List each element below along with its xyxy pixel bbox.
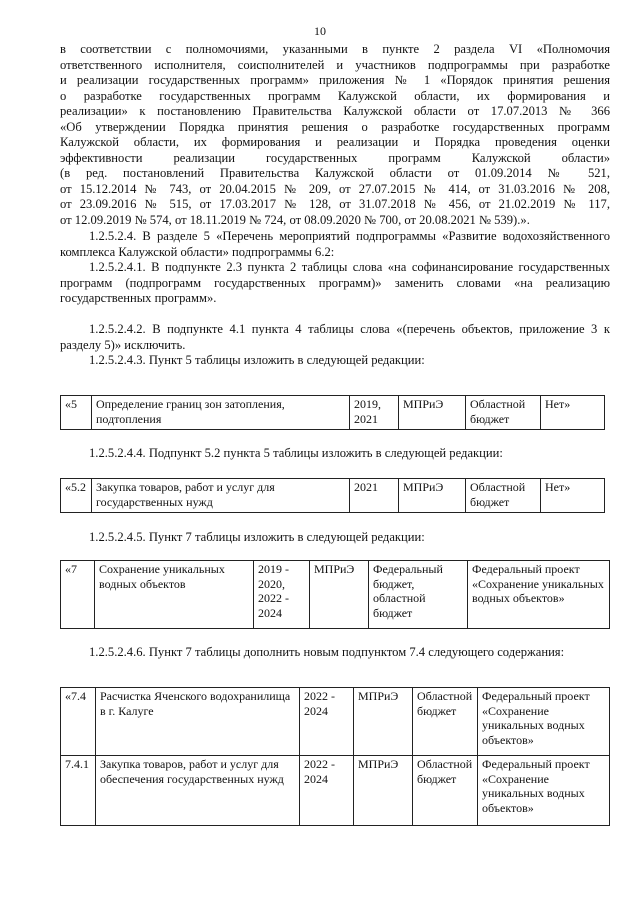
cell-num: «5.2 [61,479,92,513]
paragraph-1-2-5-2-4-5: 1.2.5.2.4.5. Пункт 7 таблицы изложить в следующей редакции: [89,530,425,544]
cell-years: 2022 - 2024 [300,688,354,756]
cell-source: Федеральный бюджет, областной бюджет [369,561,468,629]
cell-executor: МПРиЭ [354,688,413,756]
cell-name: Определение границ зон затопления, подтопления [92,396,350,430]
table-row [61,396,605,430]
table-row [61,756,610,826]
cell-years: 2019, 2021 [350,396,399,430]
text-line: о разработке государственных программ Калужской области, их формирования и [60,89,610,103]
cell-num: «7.4 [61,688,96,756]
cell-source: Областной бюджет [413,756,478,826]
cell-extra: Нет» [541,479,605,513]
cell-source: Областной бюджет [466,479,541,513]
paragraph-1-2-5-2-4: 1.2.5.2.4. В разделе 5 «Перечень мероприятий подпрограммы «Развитие водохозяйственного комплекса Калужской области» подпрограммы 6.2: [60,229,610,259]
cell-executor: МПРиЭ [310,561,369,629]
paragraph-1-2-5-2-4-1: 1.2.5.2.4.1. В подпункте 2.3 пункта 2 таблицы слова «на софинансирование государственных программ (подпрограмм государственных программ)» заменить словами «на реализацию государственных программ». [60,260,610,306]
page-number: 10 [314,24,326,38]
cell-project: Федеральный проект «Сохранение уникальных водных объектов» [468,561,610,629]
text-line: реализации» к постановлению Правительства Калужской области от 17.07.2013 № 366 [60,104,610,118]
paragraph-1-2-5-2-4-3: 1.2.5.2.4.3. Пункт 5 таблицы изложить в следующей редакции: [89,353,425,367]
cell-name: Расчистка Яченского водохранилища в г. Калуге [96,688,300,756]
paragraph-1-2-5-2-4-4: 1.2.5.2.4.4. Подпункт 5.2 пункта 5 таблицы изложить в следующей редакции: [89,446,503,460]
cell-source: Областной бюджет [466,396,541,430]
text-line: «Об утверждении Порядка принятия решения о разработке государственных программ [60,120,610,134]
cell-name: Закупка товаров, работ и услуг для обеспечения государственных нужд [96,756,300,826]
paragraph-1-2-5-2-4-6: 1.2.5.2.4.6. Пункт 7 таблицы дополнить новым подпунктом 7.4 следующего содержания: [89,645,565,659]
table-item-5 [60,395,605,430]
text-line: эффективности реализации государственных программ Калужской области» [60,151,610,165]
text-line: от 23.09.2016 № 515, от 17.03.2017 № 128, от 31.07.2018 № 456, от 21.02.2019 № 117, [60,197,610,211]
cell-extra: Нет» [541,396,605,430]
paragraph-1-2-5-2-4-2: 1.2.5.2.4.2. В подпункте 4.1 пункта 4 таблицы слова «(перечень объектов, приложение 3 к разделу 5)» исключить. [60,322,610,352]
table-subitem-7-4 [60,687,610,826]
text-line: Калужской области, их формирования и реализации и Порядка проведения оценки [60,135,610,149]
table-row [61,561,610,629]
cell-num: «7 [61,561,95,629]
text-line: (в ред. постановлений Правительства Калужской области от 01.09.2014 № 521, [60,166,610,180]
text-line: ответственного исполнителя, соисполнителей и участников подпрограммы при разработке [60,58,610,72]
cell-years: 2019 - 2020, 2022 - 2024 [254,561,310,629]
cell-project: Федеральный проект «Сохранение уникальных водных объектов» [478,756,610,826]
cell-num: 7.4.1 [61,756,96,826]
text-line: в соответствии с полномочиями, указанными в пункте 2 раздела VI «Полномочия [60,42,610,56]
cell-years: 2022 - 2024 [300,756,354,826]
cell-source: Областной бюджет [413,688,478,756]
cell-name: Сохранение уникальных водных объектов [95,561,254,629]
table-subitem-5-2 [60,478,605,513]
cell-executor: МПРиЭ [399,396,466,430]
table-row [61,479,605,513]
cell-years: 2021 [350,479,399,513]
text-line: от 15.12.2014 № 743, от 20.04.2015 № 209, от 27.07.2015 № 414, от 31.03.2016 № 208, [60,182,610,196]
text-line: от 12.09.2019 № 574, от 18.11.2019 № 724, от 08.09.2020 № 700, от 20.08.2021 № 539).». [60,213,530,227]
cell-project: Федеральный проект «Сохранение уникальных водных объектов» [478,688,610,756]
cell-executor: МПРиЭ [399,479,466,513]
cell-num: «5 [61,396,92,430]
cell-name: Закупка товаров, работ и услуг для государственных нужд [92,479,350,513]
text-line: и реализации государственных программ» приложения № 1 «Порядок принятия решения [60,73,610,87]
cell-executor: МПРиЭ [354,756,413,826]
table-row [61,688,610,756]
table-item-7 [60,560,610,629]
